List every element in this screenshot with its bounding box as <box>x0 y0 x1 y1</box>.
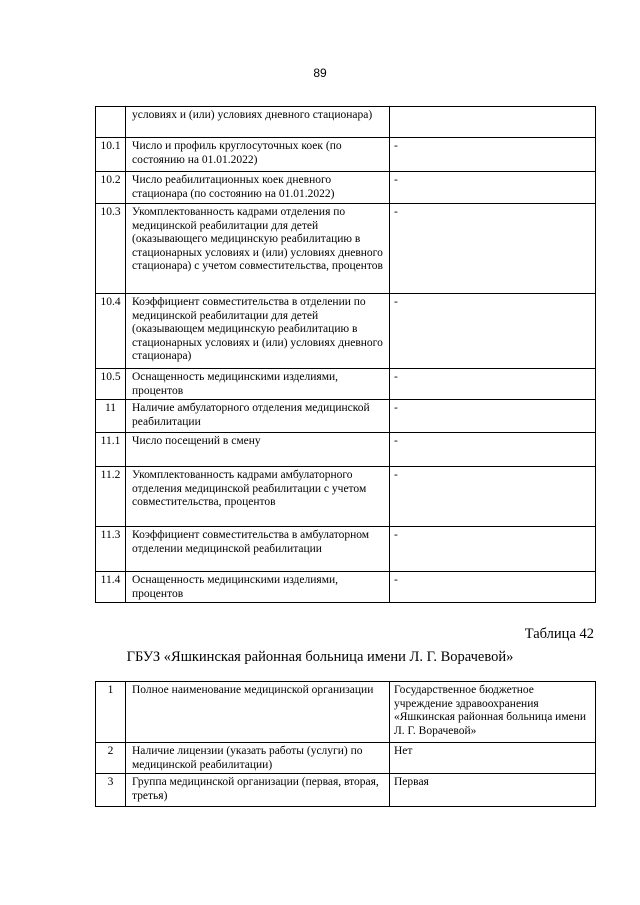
table-row <box>96 572 596 603</box>
row-description: Наличие лицензии (указать работы (услуги) по медицинской реабилитации) <box>126 743 390 774</box>
table-row <box>96 527 596 572</box>
row-number: 1 <box>96 682 126 743</box>
row-value: - <box>390 294 596 369</box>
row-number: 2 <box>96 743 126 774</box>
page-number: 89 <box>313 66 327 80</box>
row-description: Наличие амбулаторного отделения медицинской реабилитации <box>126 400 390 433</box>
table-row <box>96 369 596 400</box>
row-description: Оснащенность медицинскими изделиями, процентов <box>126 369 390 400</box>
row-description: Коэффициент совместительства в отделении по медицинской реабилитации для детей (оказывающем медицинскую реабилитацию в стационарных условиях и (или) условиях дневного стационара) <box>126 294 390 369</box>
table-row <box>96 467 596 527</box>
row-value: - <box>390 527 596 572</box>
row-description: Коэффициент совместительства в амбулаторном отделении медицинской реабилитации <box>126 527 390 572</box>
table-row <box>96 433 596 467</box>
row-number: 10.2 <box>96 172 126 204</box>
row-description: Число посещений в смену <box>126 433 390 467</box>
row-description: Число реабилитационных коек дневного стационара (по состоянию на 01.01.2022) <box>126 172 390 204</box>
row-value: Нет <box>390 743 596 774</box>
row-number: 11.4 <box>96 572 126 603</box>
row-value: - <box>390 138 596 172</box>
row-description: Группа медицинской организации (первая, вторая, третья) <box>126 774 390 807</box>
row-number: 10.5 <box>96 369 126 400</box>
row-number: 10.3 <box>96 204 126 294</box>
table-label: Таблица 42 <box>524 626 594 642</box>
organization-info-table <box>95 681 596 807</box>
table-row <box>96 138 596 172</box>
row-description: Укомплектованность кадрами амбулаторного отделения медицинской реабилитации с учетом совместительства, процентов <box>126 467 390 527</box>
row-value: - <box>390 433 596 467</box>
row-value: - <box>390 369 596 400</box>
row-value <box>390 107 596 138</box>
row-value: Государственное бюджетное учреждение здравоохранения «Яшкинская районная больница имени Л. Г. Ворачевой» <box>390 682 596 743</box>
table-row <box>96 682 596 743</box>
row-number: 11.1 <box>96 433 126 467</box>
row-number: 11.3 <box>96 527 126 572</box>
row-number: 11.2 <box>96 467 126 527</box>
table-row <box>96 743 596 774</box>
row-value: - <box>390 172 596 204</box>
table-row <box>96 294 596 369</box>
row-description: условиях и (или) условиях дневного стационара) <box>126 107 390 138</box>
row-description: Полное наименование медицинской организации <box>126 682 390 743</box>
row-description: Укомплектованность кадрами отделения по медицинской реабилитации для детей (оказывающего медицинскую реабилитацию в стационарных условиях и (или) условиях дневного стационара) с учетом совместительства, процентов <box>126 204 390 294</box>
row-number: 11 <box>96 400 126 433</box>
row-value: Первая <box>390 774 596 807</box>
row-number: 10.4 <box>96 294 126 369</box>
row-description: Число и профиль круглосуточных коек (по состоянию на 01.01.2022) <box>126 138 390 172</box>
row-value: - <box>390 467 596 527</box>
table-row <box>96 774 596 807</box>
row-description: Оснащенность медицинскими изделиями, процентов <box>126 572 390 603</box>
row-number <box>96 107 126 138</box>
table-row <box>96 172 596 204</box>
table-title: ГБУЗ «Яшкинская районная больница имени Л. Г. Ворачевой» <box>126 649 514 665</box>
row-number: 3 <box>96 774 126 807</box>
table-row <box>96 204 596 294</box>
row-value: - <box>390 400 596 433</box>
row-number: 10.1 <box>96 138 126 172</box>
row-value: - <box>390 572 596 603</box>
table-row <box>96 107 596 138</box>
table-row <box>96 400 596 433</box>
row-value: - <box>390 204 596 294</box>
rehab-indicators-table <box>95 106 596 603</box>
